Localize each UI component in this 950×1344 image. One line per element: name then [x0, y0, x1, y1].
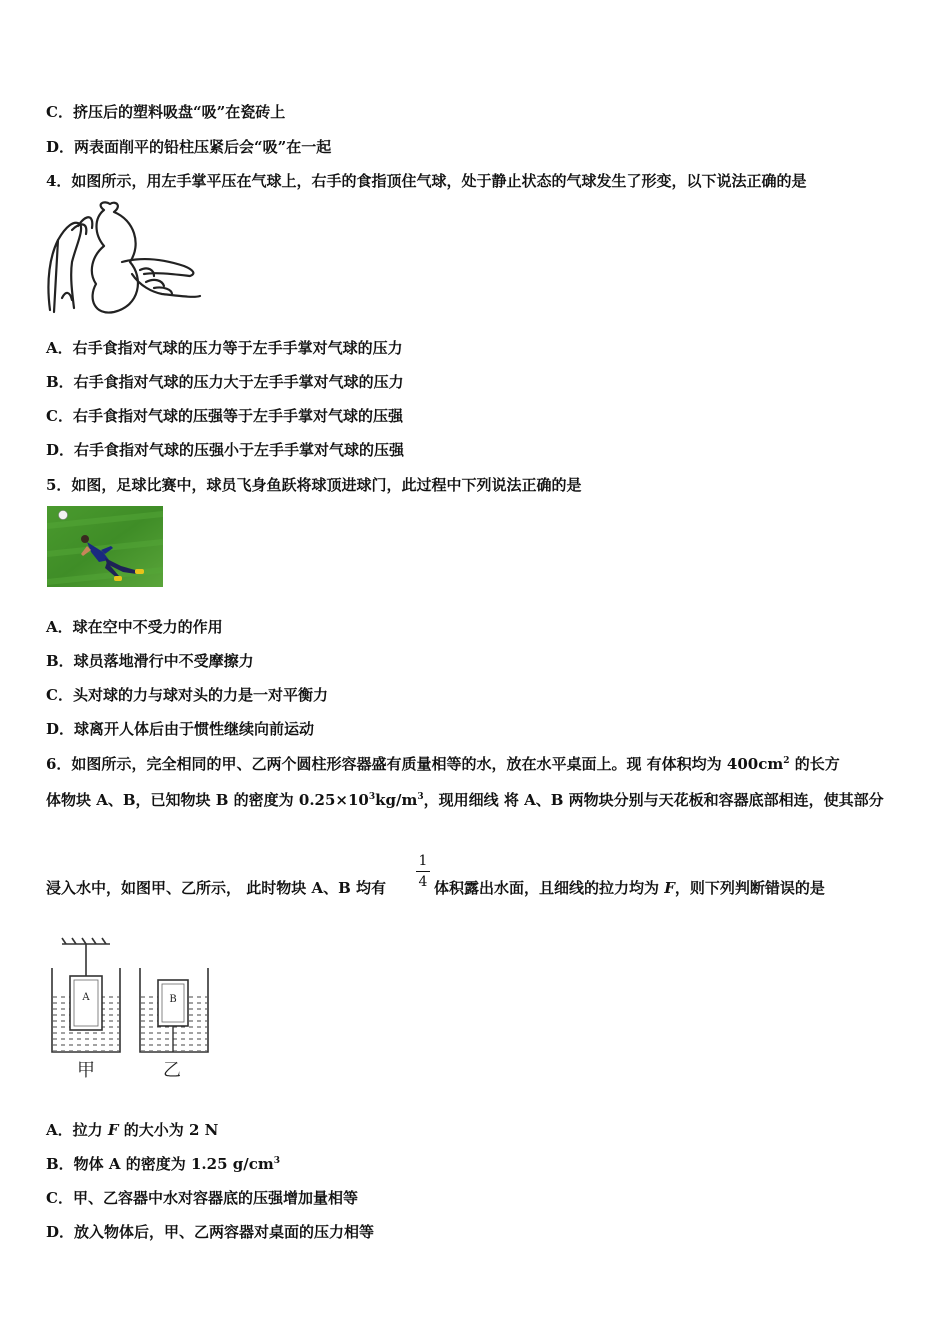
q6-stem-line2: 体物块 A、B，已知物块 B 的密度为 $0.25\times 10^3kg/m^3$，现用细线 将 A、B 两物块分别与天花板和容器底部相连，使其部分 [46, 791, 884, 809]
q6-option-c: C．甲、乙容器中水对容器底的压强增加量相等 [46, 1189, 358, 1207]
q6-option-a: A．拉力 F 的大小为 2 N [46, 1121, 219, 1139]
q4-option-d: D．右手食指对气球的压强小于左手手掌对气球的压强 [46, 441, 405, 459]
svg-text:B: B [169, 994, 177, 1005]
q5-stem: 5．如图，足球比赛中，球员飞身鱼跃将球顶进球门，此过程中下列说法正确的是 [46, 476, 582, 494]
q6-stem-line1: 6．如图所示，完全相同的甲、乙两个圆柱形容器盛有质量相等的水，放在水平桌面上。现 有体积均为 $400cm^2$ 的长方 [46, 755, 840, 773]
q6-option-d: D．放入物体后，甲、乙两容器对桌面的压力相等 [46, 1223, 375, 1241]
q6-stem-line3-part1: 浸入水中，如图甲、乙所示， 此时物块 A、B 均有 [46, 879, 386, 897]
q5-option-b: B．球员落地滑行中不受摩擦力 [46, 652, 254, 670]
q5-option-a: A．球在空中不受力的作用 [46, 618, 223, 636]
q3-option-d: D．两表面削平的铅柱压紧后会“吸”在一起 [46, 138, 332, 156]
q4-option-b: B．右手食指对气球的压力大于左手手掌对气球的压力 [46, 373, 404, 391]
q5-option-d: D．球离开人体后由于惯性继续向前运动 [46, 720, 315, 738]
q5-option-c: C．头对球的力与球对头的力是一对平衡力 [46, 686, 328, 704]
q4-stem: 4．如图所示，用左手掌平压在气球上，右手的食指顶住气球，处于静止状态的气球发生了形变，以下说法正确的是 [46, 172, 807, 190]
q3-option-c: C．挤压后的塑料吸盘“吸”在瓷砖上 [46, 103, 286, 121]
balloon-hand-figure [44, 200, 202, 318]
soccer-header-photo [47, 506, 163, 587]
svg-text:A: A [82, 992, 90, 1003]
containers-figure [44, 934, 214, 1084]
q4-option-a: A．右手食指对气球的压力等于左手手掌对气球的压力 [46, 339, 403, 357]
q6-stem-line3-part2: 体积露出水面，且细线的拉力均为 F，则下列判断错误的是 [434, 879, 825, 897]
label-jia: 甲 [77, 1060, 95, 1081]
q4-option-c: C．右手食指对气球的压强等于左手手掌对气球的压强 [46, 407, 403, 425]
label-yi: 乙 [163, 1060, 181, 1081]
q6-option-b: B．物体 A 的密度为 1.25 $g/cm^3$ [46, 1155, 280, 1173]
q6-fraction-one-quarter: 1 4 [416, 853, 430, 890]
